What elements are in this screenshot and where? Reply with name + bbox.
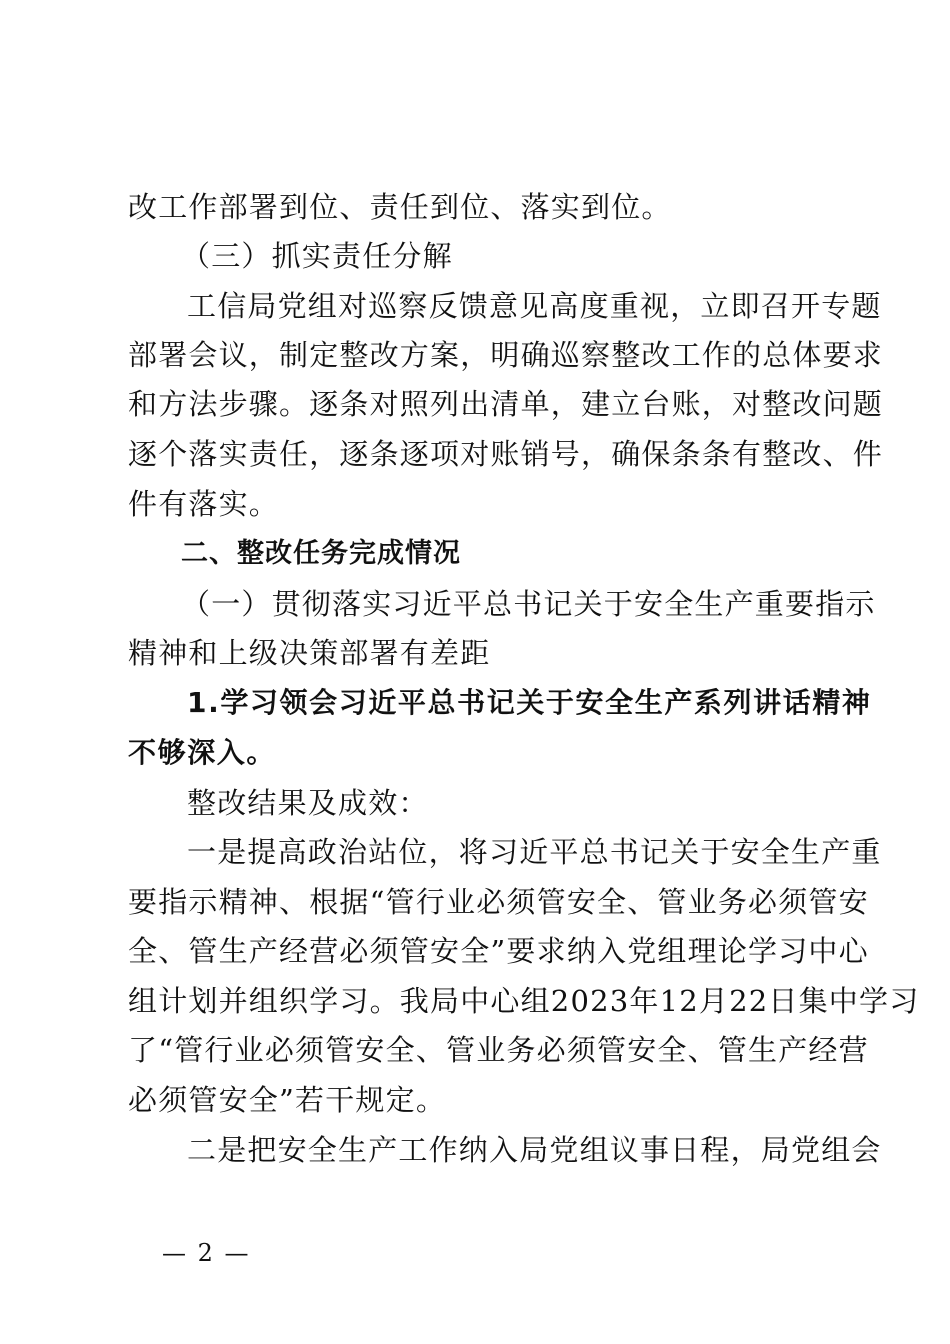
paragraph-line: 了“管行业必须管安全、管业务必须管安全、管生产经营 (128, 1033, 869, 1067)
paragraph-line: 件有落实。 (128, 487, 280, 521)
paragraph-line: 必须管安全”若干规定。 (128, 1083, 447, 1117)
paragraph-line: 和方法步骤。逐条对照列出清单，建立台账，对整改问题 (128, 387, 884, 421)
results-label: 整改结果及成效： (187, 786, 429, 820)
paragraph-line: 组计划并组织学习。我局中心组2023年12月22日集中学习 (128, 984, 920, 1018)
subheading-three: （三）抓实责任分解 (181, 239, 453, 273)
subheading-one-continuation: 精神和上级决策部署有差距 (128, 636, 491, 670)
paragraph-line: 部署会议，制定整改方案，明确巡察整改工作的总体要求 (128, 338, 884, 372)
paragraph-line: 一是提高政治站位，将习近平总书记关于安全生产重 (187, 835, 882, 869)
item-title: 1.学习领会习近平总书记关于安全生产系列讲话精神 (187, 686, 872, 719)
item-title-continuation: 不够深入。 (128, 736, 277, 769)
paragraph-line: 工信局党组对巡察反馈意见高度重视，立即召开专题 (187, 289, 882, 323)
paragraph-line: 全、管生产经营必须管安全”要求纳入党组理论学习中心 (128, 934, 869, 968)
paragraph-line: 要指示精神、根据“管行业必须管安全、管业务必须管安 (128, 885, 869, 919)
paragraph-line: 二是把安全生产工作纳入局党组议事日程，局党组会 (187, 1133, 882, 1167)
paragraph-continuation: 改工作部署到位、责任到位、落实到位。 (128, 190, 672, 224)
section-heading: 二、整改任务完成情况 (181, 538, 461, 569)
page-number: — 2 — (162, 1239, 251, 1267)
paragraph-line: 逐个落实责任，逐条逐项对账销号，确保条条有整改、件 (128, 437, 884, 471)
subheading-one: （一）贯彻落实习近平总书记关于安全生产重要指示 (181, 587, 876, 621)
